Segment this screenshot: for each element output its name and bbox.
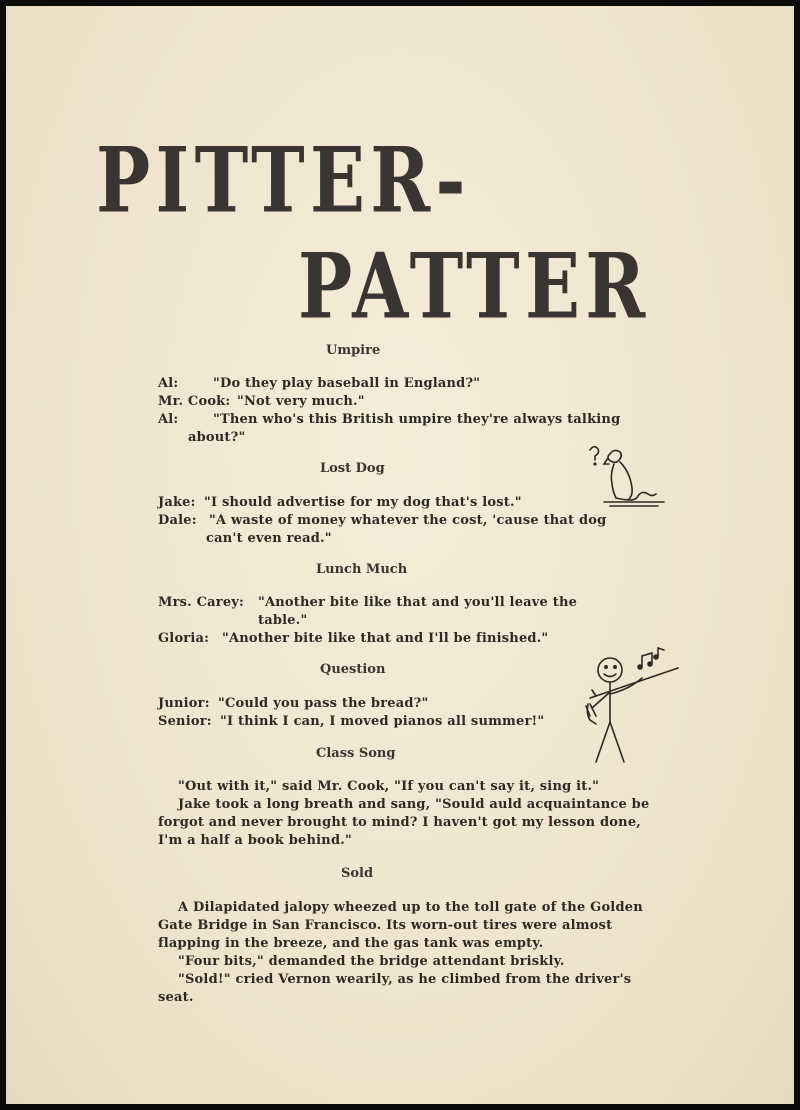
dialogue-text: "Another bite like that and I'll be finished." [222, 631, 549, 646]
speaker: Dale: [158, 513, 197, 528]
dialogue-line [158, 714, 544, 729]
dialogue-line [158, 595, 577, 610]
speaker: Jake: [158, 495, 196, 510]
paragraph-line: A Dilapidated jalopy wheezed up to the toll gate of the Golden [178, 900, 643, 915]
dialogue-continuation: about?" [188, 430, 246, 445]
paragraph-line: "Four bits," demanded the bridge attendant briskly. [178, 954, 565, 969]
section-heading-umpire: Umpire [326, 343, 381, 358]
dialogue-text: "Do they play baseball in England?" [213, 376, 481, 391]
speaker: Senior: [158, 714, 212, 729]
dialogue-text: "Then who's this British umpire they're always talking [213, 412, 621, 427]
page-title-line-1: PITTER- [96, 128, 471, 234]
dialogue-line [158, 412, 620, 427]
section-heading-sold: Sold [341, 866, 374, 881]
paragraph-line: Gate Bridge in San Francisco. Its worn-out tires were almost [158, 918, 613, 933]
paragraph-line: seat. [158, 990, 194, 1005]
stick-figure-with-music-drawing-icon [566, 646, 681, 766]
dialogue-text: "Another bite like that and you'll leave the [258, 595, 578, 610]
paragraph-line: forgot and never brought to mind? I haven't got my lesson done, [158, 815, 642, 830]
page-title-line-2: PATTER [298, 234, 651, 340]
sitting-dog-drawing-icon [584, 442, 674, 512]
section-heading-class-song: Class Song [316, 746, 396, 761]
page [6, 6, 794, 1104]
speaker: Mrs. Carey: [158, 595, 245, 610]
dialogue-text: "A waste of money whatever the cost, 'cause that dog [209, 513, 607, 528]
dialogue-text: "Not very much." [237, 394, 365, 409]
section-heading-question: Question [320, 662, 386, 677]
dialogue-line [158, 631, 548, 646]
dialogue-line [158, 376, 480, 391]
speaker: Al: [158, 376, 179, 391]
dialogue-line [158, 513, 606, 528]
speaker: Mr. Cook: [158, 394, 231, 409]
paragraph-line: "Out with it," said Mr. Cook, "If you can't say it, sing it." [178, 779, 600, 794]
dialogue-continuation: table." [258, 613, 308, 628]
dialogue-text: "I think I can, I moved pianos all summer!" [220, 714, 545, 729]
paragraph-line: I'm a half a book behind." [158, 833, 352, 848]
paragraph-line: flapping in the breeze, and the gas tank was empty. [158, 936, 544, 951]
dialogue-continuation: can't even read." [206, 531, 332, 546]
section-heading-lost-dog: Lost Dog [320, 461, 385, 476]
section-heading-lunch-much: Lunch Much [316, 562, 408, 577]
speaker: Al: [158, 412, 179, 427]
dialogue-line [158, 394, 365, 409]
paragraph-line: "Sold!" cried Vernon wearily, as he climbed from the driver's [178, 972, 632, 987]
dialogue-line [158, 696, 428, 711]
paragraph-line: Jake took a long breath and sang, "Sould auld acquaintance be [178, 797, 650, 812]
dialogue-line [158, 495, 522, 510]
dialogue-text: "Could you pass the bread?" [218, 696, 429, 711]
speaker: Junior: [158, 696, 210, 711]
speaker: Gloria: [158, 631, 210, 646]
dialogue-text: "I should advertise for my dog that's lost." [204, 495, 522, 510]
